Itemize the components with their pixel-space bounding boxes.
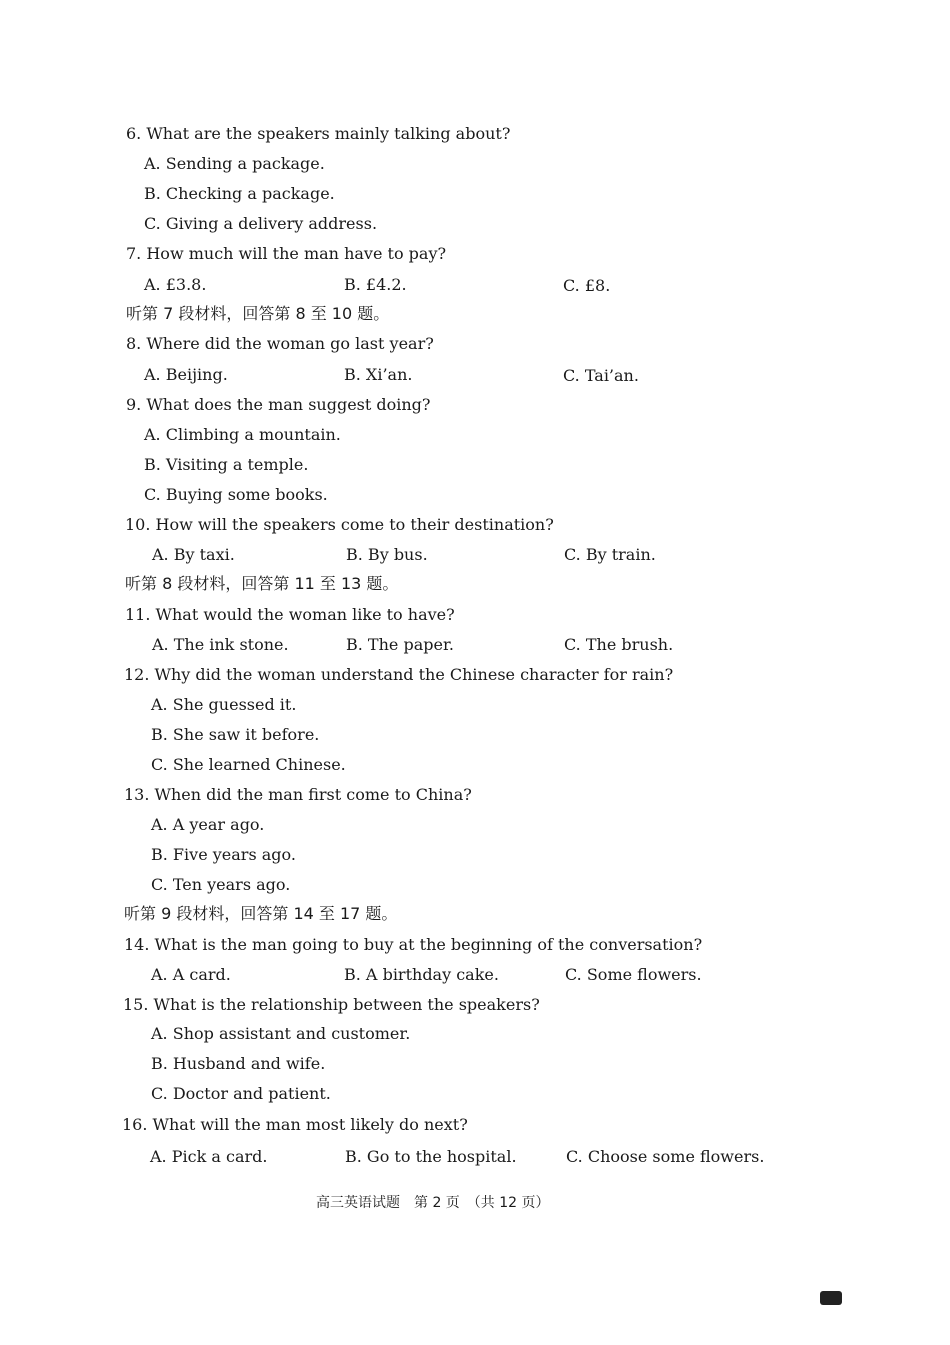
q16-option-b: B. Go to the hospital. [345, 1147, 517, 1166]
page-footer: 高三英语试题 第 2 页 （共 12 页） [316, 1195, 550, 1211]
q13-option-a: A. A year ago. [151, 815, 265, 834]
question-7: 7. How much will the man have to pay? [126, 244, 447, 263]
question-8: 8. Where did the woman go last year? [126, 334, 434, 353]
question-11: 11. What would the woman like to have? [125, 605, 455, 624]
q11-option-c: C. The brush. [564, 635, 674, 654]
question-9: 9. What does the man suggest doing? [126, 395, 431, 414]
q12-option-c: C. She learned Chinese. [151, 755, 346, 774]
q7-option-c: C. £8. [563, 276, 611, 295]
q8-option-c: C. Tai’an. [563, 366, 639, 385]
question-15: 15. What is the relationship between the speakers? [123, 995, 540, 1014]
q9-option-a: A. Climbing a mountain. [144, 425, 341, 444]
q8-option-a: A. Beijing. [144, 365, 228, 384]
section-heading-9: 听第 9 段材料，回答第 14 至 17 题。 [124, 904, 398, 923]
section-heading-8: 听第 8 段材料，回答第 11 至 13 题。 [125, 574, 399, 593]
q7-option-a: A. £3.8. [144, 275, 207, 294]
scanner-watermark [820, 1291, 930, 1305]
q9-option-c: C. Buying some books. [144, 485, 328, 504]
q11-option-b: B. The paper. [346, 635, 454, 654]
q6-option-a: A. Sending a package. [144, 154, 325, 173]
question-13: 13. When did the man first come to China? [124, 785, 472, 804]
q10-option-b: B. By bus. [346, 545, 428, 564]
q10-option-a: A. By taxi. [152, 545, 235, 564]
q16-option-a: A. Pick a card. [150, 1147, 268, 1166]
q7-option-b: B. £4.2. [344, 275, 407, 294]
question-6: 6. What are the speakers mainly talking about? [126, 124, 511, 143]
question-14: 14. What is the man going to buy at the beginning of the conversation? [124, 935, 703, 954]
q14-option-c: C. Some flowers. [565, 965, 702, 984]
question-10: 10. How will the speakers come to their destination? [125, 515, 554, 534]
q10-option-c: C. By train. [564, 545, 656, 564]
q14-option-b: B. A birthday cake. [344, 965, 499, 984]
q13-option-c: C. Ten years ago. [151, 875, 291, 894]
q9-option-b: B. Visiting a temple. [144, 455, 309, 474]
section-heading-7: 听第 7 段材料，回答第 8 至 10 题。 [126, 304, 390, 323]
q12-option-b: B. She saw it before. [151, 725, 320, 744]
q15-option-b: B. Husband and wife. [151, 1054, 326, 1073]
q16-option-c: C. Choose some flowers. [566, 1147, 765, 1166]
q13-option-b: B. Five years ago. [151, 845, 296, 864]
q11-option-a: A. The ink stone. [152, 635, 289, 654]
question-12: 12. Why did the woman understand the Chinese character for rain? [124, 665, 674, 684]
q12-option-a: A. She guessed it. [151, 695, 297, 714]
scanner-logo-icon [820, 1291, 842, 1305]
q6-option-c: C. Giving a delivery address. [144, 214, 378, 233]
question-16: 16. What will the man most likely do next? [122, 1115, 468, 1134]
q15-option-c: C. Doctor and patient. [151, 1084, 331, 1103]
q8-option-b: B. Xi’an. [344, 365, 413, 384]
q14-option-a: A. A card. [151, 965, 231, 984]
q6-option-b: B. Checking a package. [144, 184, 335, 203]
q15-option-a: A. Shop assistant and customer. [151, 1024, 411, 1043]
